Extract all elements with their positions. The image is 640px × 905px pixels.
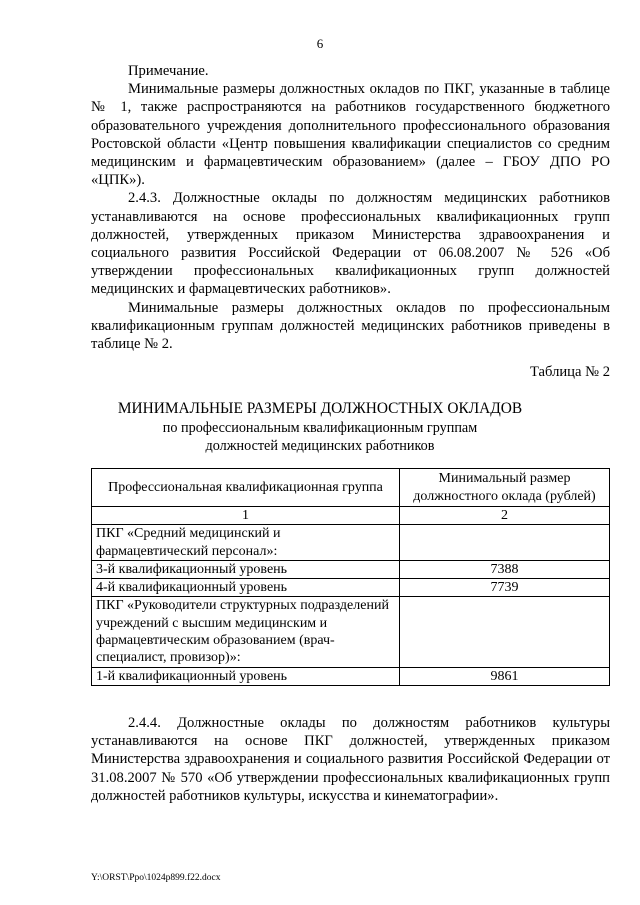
table-row: [92, 597, 610, 667]
column-number-1: 1: [92, 507, 400, 525]
table-row: [92, 667, 610, 685]
row-group: ПКГ «Руководители структурных подразделений учреждений с высшим медицинским и фармацевтическим образованием (врач-специалист, провизор)»:: [92, 597, 400, 667]
page-number: 6: [316, 36, 324, 51]
header-salary: Минимальный размер должностного оклада (рублей): [400, 469, 610, 507]
table-row: [92, 579, 610, 597]
note-section: [91, 62, 610, 353]
row-group: 1-й квалификационный уровень: [92, 667, 400, 685]
table-number-row: [92, 507, 610, 525]
row-value: 9861: [400, 667, 610, 685]
table-row: [92, 525, 610, 561]
row-group: ПКГ «Средний медицинский и фармацевтический персонал»:: [92, 525, 400, 561]
row-group: 3-й квалификационный уровень: [92, 560, 400, 578]
row-value: [400, 597, 610, 667]
header-group: Профессиональная квалификационная группа: [92, 469, 400, 507]
section-2-4-4: [91, 714, 610, 805]
row-value: 7739: [400, 579, 610, 597]
footer-file-path: Y:\ORST\Ppo\1024p899.f22.docx: [91, 873, 221, 883]
row-group: 4-й квалификационный уровень: [92, 579, 400, 597]
row-value: 7388: [400, 560, 610, 578]
paragraph-min-salaries: Минимальные размеры должностных окладов по профессиональным квалификационным группам должностей медицинских работников приведены в таблице № 2.: [91, 299, 610, 353]
note-heading: Примечание.: [128, 63, 209, 79]
column-number-2: 2: [400, 507, 610, 525]
table-row: [92, 560, 610, 578]
note-text: Минимальные размеры должностных окладов по ПКГ, указанные в таблице № 1, также распространяются на работников государственного бюджетного образовательного учреждения дополнительного профессионального образования Ростовской области «Центр повышения квалификации специалистов со средним медицинским и фармацевтическим образованием» (далее – ГБОУ ДПО РО «ЦПК»).: [91, 81, 610, 189]
paragraph-2-4-4: 2.4.4. Должностные оклады по должностям работников культуры устанавливаются на основе ПКГ должностей, утвержденных приказом Министерства здравоохранения и социального развития Российской Федерации от 31.08.2007 № 570 «Об утверждении профессиональных квалификационных групп должностей работников культуры, искусства и кинематографии».: [91, 715, 610, 804]
table-header-row: [92, 469, 610, 507]
table-title: [0, 399, 640, 455]
row-value: [400, 525, 610, 561]
table-title-line2: по профессиональным квалификационным группам: [162, 420, 478, 436]
paragraph-2-4-3: 2.4.3. Должностные оклады по должностям медицинских работников устанавливаются на основе профессиональных квалификационных групп должностей, утвержденных приказом Министерства здравоохранения и социального развития Российской Федерации от 06.08.2007 № 526 «Об утверждении профессиональных квалификационных групп должностей медицинских и фармацевтических работников».: [91, 190, 610, 298]
table-label: Таблица № 2: [530, 364, 610, 380]
table-title-line3: должностей медицинских работников: [205, 438, 435, 454]
table-title-line1: МИНИМАЛЬНЫЕ РАЗМЕРЫ ДОЛЖНОСТНЫХ ОКЛАДОВ: [117, 400, 523, 417]
salary-table: [91, 468, 610, 686]
